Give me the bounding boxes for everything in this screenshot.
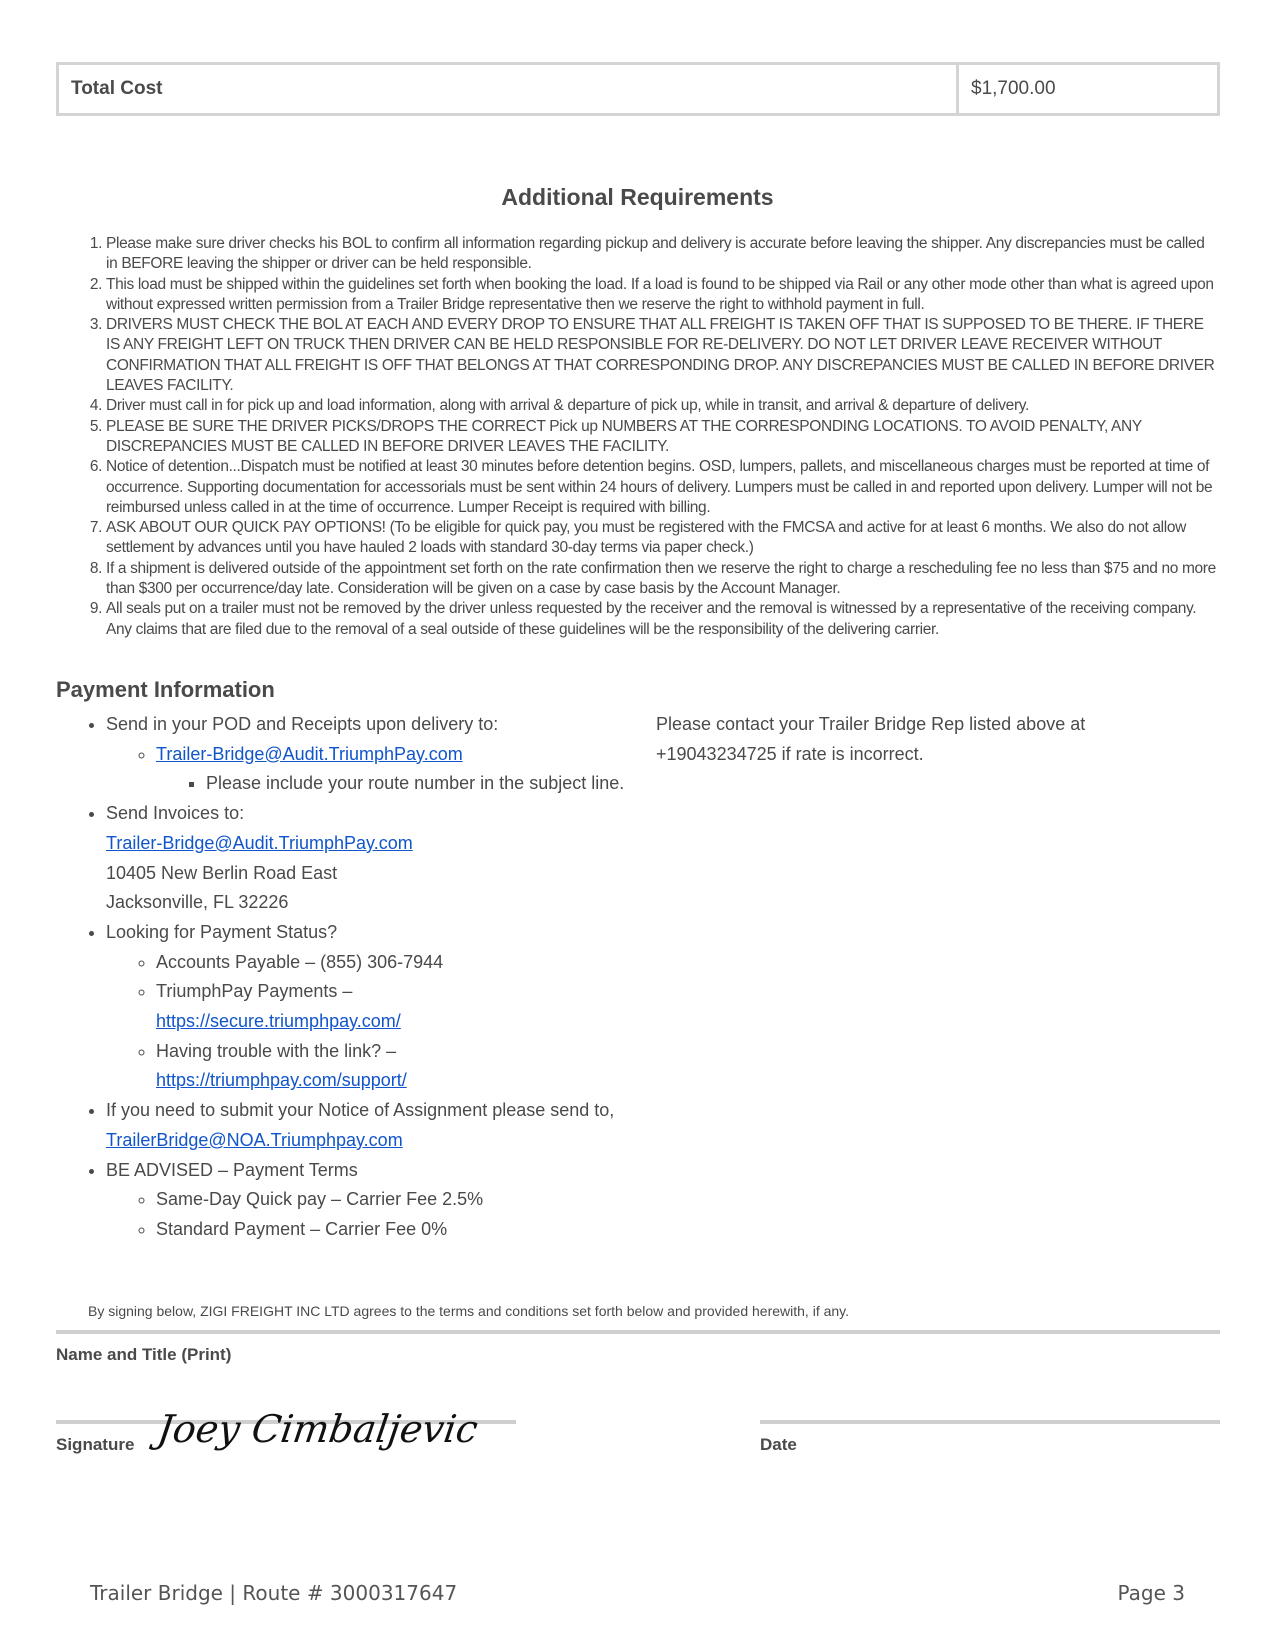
triumphpay-link[interactable]: https://secure.triumphpay.com/ [156,1011,401,1032]
date-line[interactable] [760,1420,1220,1424]
trouble-text: Having trouble with the link? – [156,1040,397,1061]
standard-term: ◦ Standard Payment – Carrier Fee 0% [156,1215,626,1245]
quickpay-term: ◦ Same-Day Quick pay – Carrier Fee 2.5% [156,1185,626,1215]
payment-information-title: Payment Information [56,677,275,702]
requirement-item: 6. Notice of detention...Dispatch must be notified at least 30 minutes before detention begins. OSD, lumpers, pallets, and miscellaneous charges must be reported at time of occurrence. Supporting documentation for accessorials must be sent within 24 hours of delivery. Lumpers must be called in and reported upon delivery. Lumper will not be reimbursed unless called in at the time of occurrence. Lumper Receipt is required with billing. [106,457,1216,518]
footer-page-number: Page 3 [1117,1581,1185,1605]
noa-text: If you need to submit your Notice of Assignment please send to, [106,1100,615,1121]
trouble-item [156,1037,626,1096]
total-cost-table [56,62,1220,116]
rate-contact-note: Please contact your Trailer Bridge Rep listed above at +19043234725 if rate is incorrect. [656,714,1086,764]
noa-item [106,1096,626,1155]
pod-note-item: ▪ Please include your route number in the subject line. [206,769,626,799]
name-title-rule [56,1330,1220,1334]
signature-text: Joey Cimbaljevic [154,1408,481,1452]
requirement-item: 9. All seals put on a trailer must not be removed by the driver unless requested by the receiver and the removal is witnessed by a representative of the receiving company. Any claims that are filed due to the removal of a seal outside of these guidelines will be the responsibility of the delivering carrier. [106,599,1216,640]
signing-agreement-note: By signing below, ZIGI FREIGHT INC LTD agrees to the terms and conditions set forth below and provided herewith, if any. [88,1303,850,1319]
payment-list [56,710,626,1245]
accounts-payable-item: ◦ Accounts Payable – (855) 306-7944 [156,948,626,978]
payment-status-text: Looking for Payment Status? [106,921,338,942]
payment-instructions [56,710,626,1245]
requirement-item: 8. If a shipment is delivered outside of the appointment set forth on the rate confirmation then we reserve the right to charge a rescheduling fee no less than $75 and no more than $300 per occurrence/day late. Consideration will be given on a case by case basis by the Account Manager. [106,559,1216,600]
requirement-item: 7. ASK ABOUT OUR QUICK PAY OPTIONS! (To be eligible for quick pay, you must be registered with the FMCSA and active for at least 6 months. We also do not allow settlement by advances until you have hauled 2 loads with standard 30-day terms via paper check.) [106,518,1216,559]
signature-image [154,1400,481,1470]
total-cost-label: Total Cost [59,65,959,113]
invoices-text: Send Invoices to: [106,803,245,824]
triumphpay-text: TriumphPay Payments – [156,981,353,1002]
invoices-item [106,799,626,918]
invoices-email-link[interactable]: Trailer-Bridge@Audit.TriumphPay.com [106,832,413,853]
payment-status-item [106,918,626,1096]
requirement-item: 2. This load must be shipped within the guidelines set forth when booking the load. If a load is found to be shipped via Rail or any other mode other than what is agreed upon without expressed written permission from a Trailer Bridge representative then we reserve the right to withhold payment in full. [106,275,1216,316]
requirement-item: 1. Please make sure driver checks his BOL to confirm all information regarding pickup and delivery is accurate before leaving the shipper. Any discrepancies must be called in BEFORE leaving the shipper or driver can be held responsible. [106,234,1216,275]
triumphpay-item [156,977,626,1036]
payment-terms-item [106,1156,626,1245]
requirement-item: 4. Driver must call in for pick up and load information, along with arrival & departure of pick up, while in transit, and arrival & departure of delivery. [106,396,1216,416]
pod-text: Send in your POD and Receipts upon delivery to: [106,714,499,734]
pod-email-item [156,740,626,799]
signature-label: Signature [56,1435,135,1454]
address-line-1: 10405 New Berlin Road East [106,862,338,883]
requirement-item: 5. PLEASE BE SURE THE DRIVER PICKS/DROPS THE CORRECT Pick up NUMBERS AT THE CORRESPONDING LOCATIONS. TO AVOID PENALTY, ANY DISCREPANCIES MUST BE CALLED IN BEFORE DRIVER LEAVES THE FACILITY. [106,417,1216,458]
support-link[interactable]: https://triumphpay.com/support/ [156,1070,407,1091]
name-title-label: Name and Title (Print) [56,1345,232,1364]
address-line-2: Jacksonville, FL 32226 [106,892,289,913]
date-label: Date [760,1435,797,1454]
footer-route: Trailer Bridge | Route # 3000317647 [90,1581,458,1605]
payment-terms-text: BE ADVISED – Payment Terms [106,1159,358,1180]
noa-email-link[interactable]: TrailerBridge@NOA.Triumphpay.com [106,1129,403,1150]
requirement-item: 3. DRIVERS MUST CHECK THE BOL AT EACH AND EVERY DROP TO ENSURE THAT ALL FREIGHT IS TAKEN OFF THAT IS SUPPOSED TO BE THERE. IF THERE IS ANY FREIGHT LEFT ON TRUCK THEN DRIVER CAN BE HELD RESPONSIBLE FOR RE-DELIVERY. DO NOT LET DRIVER LEAVE RECEIVER WITHOUT CONFIRMATION THAT ALL FREIGHT IS OFF THAT BELONGS AT THAT CORRESPONDING DROP. ANY DISCREPANCIES MUST BE CALLED IN BEFORE DRIVER LEAVES FACILITY. [106,315,1216,396]
total-cost-value: $1,700.00 [971,78,1056,99]
pod-item [106,710,626,799]
requirements-list [56,234,1216,640]
additional-requirements-title: Additional Requirements [501,184,774,210]
pod-email-link[interactable]: Trailer-Bridge@Audit.TriumphPay.com [156,743,463,764]
